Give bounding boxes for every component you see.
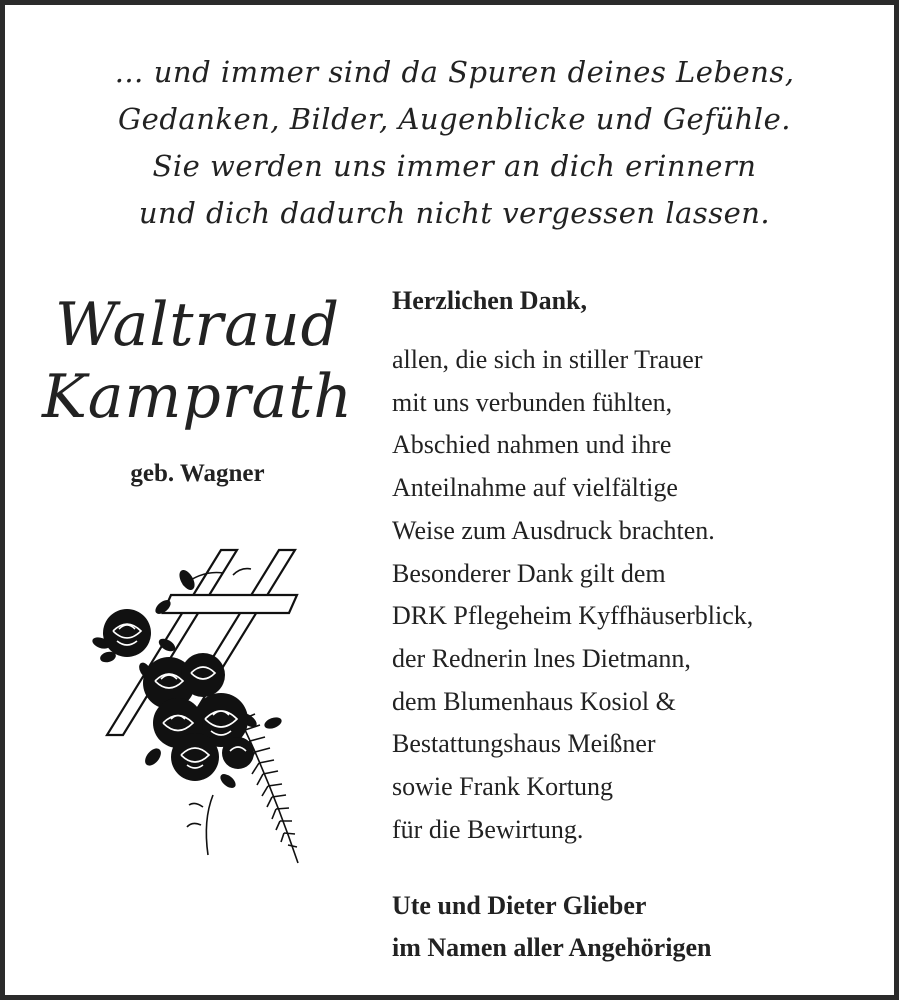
quote-line: Sie werden uns immer an dich erinnern [152, 149, 757, 183]
thanks-line: DRK Pflegeheim Kyffhäuserblick, [392, 601, 754, 631]
deceased-first-name: Waltraud [54, 290, 341, 360]
thanks-line: sowie Frank Kortung [392, 772, 613, 802]
thanks-line: Besonderer Dank gilt dem [392, 558, 666, 588]
thanks-line: der Rednerin lnes Dietmann, [392, 643, 691, 673]
thanks-text [392, 339, 882, 851]
thanks-line: Weise zum Ausdruck brachten. [392, 515, 715, 545]
quote-line: … und immer sind da Spuren deines Lebens, [114, 55, 795, 89]
thanks-line: Anteilnahme auf vielfältige [392, 473, 678, 503]
signature-line: Ute und Dieter Glieber [392, 891, 647, 920]
quote-line: und dich dadurch nicht vergessen lassen. [138, 196, 771, 230]
thanks-line: für die Bewirtung. [392, 814, 584, 844]
thanks-heading: Herzlichen Dank, [392, 286, 587, 315]
thanks-line: mit uns verbunden fühlten, [392, 387, 673, 417]
memorial-quote [45, 49, 864, 237]
quote-line: Gedanken, Bilder, Augenblicke und Gefühle. [118, 102, 791, 136]
large-roses [143, 653, 254, 781]
thanks-line: allen, die sich in stiller Trauer [392, 345, 703, 374]
thanks-line: Bestattungshaus Meißner [392, 729, 656, 759]
small-rose [103, 609, 151, 657]
signature-line: im Namen aller Angehörigen [392, 933, 712, 962]
signature [392, 885, 882, 969]
deceased-last-name: Kamprath [41, 362, 354, 432]
thanks-line: Abschied nahmen und ihre [392, 430, 672, 460]
cross-with-roses-icon [83, 545, 308, 870]
thanks-line: dem Blumenhaus Kosiol & [392, 686, 676, 716]
deceased-birth-name: geb. Wagner [130, 460, 265, 487]
